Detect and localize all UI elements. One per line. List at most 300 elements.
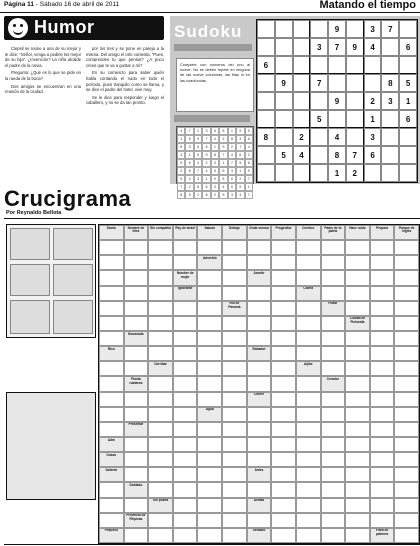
solution-cell: 9 — [211, 175, 219, 183]
crossword-cell — [99, 240, 124, 255]
solution-cell: 6 — [211, 127, 219, 135]
crossword-cell — [99, 513, 124, 528]
crossword-clue: Rico — [99, 346, 124, 361]
crossword-cell — [271, 270, 296, 285]
sudoku-cell — [310, 92, 328, 110]
sudoku-cell — [399, 128, 417, 146]
crossword-clue: Ignorante — [173, 286, 198, 301]
crossword-cell — [99, 422, 124, 437]
crossword-cell — [222, 270, 247, 285]
crossword-cell — [321, 270, 346, 285]
sudoku-cell: 1 — [364, 110, 382, 128]
solution-cell: 2 — [211, 191, 219, 199]
crossword-cell — [222, 240, 247, 255]
crossword-cell — [222, 361, 247, 376]
crossword-cell — [247, 240, 272, 255]
crossword-cell — [124, 528, 149, 543]
crossword-cell — [247, 361, 272, 376]
sudoku-cell — [257, 20, 275, 38]
solution-cell: 6 — [185, 159, 193, 167]
solution-cell: 9 — [236, 183, 244, 191]
crossword-cell — [394, 331, 419, 346]
sudoku-cell: 2 — [346, 164, 364, 182]
crossword-cell — [173, 437, 198, 452]
crossword-cell — [222, 316, 247, 331]
sudoku-grid — [256, 19, 418, 183]
crossword-cell — [148, 482, 173, 497]
crossword-cell — [345, 482, 370, 497]
crossword-cell — [247, 437, 272, 452]
solution-cell: 4 — [194, 159, 202, 167]
crossword-cell — [148, 270, 173, 285]
solution-cell: 5 — [211, 167, 219, 175]
crossword-clue: Agua — [197, 407, 222, 422]
crossword-cell — [124, 301, 149, 316]
crossword-cell — [271, 452, 296, 467]
solution-cell: 9 — [194, 135, 202, 143]
crossword-cell — [394, 422, 419, 437]
page-header — [0, 0, 420, 13]
solution-cell: 2 — [202, 159, 210, 167]
crossword-cell — [321, 422, 346, 437]
solution-cell: 6 — [236, 151, 244, 159]
crossword-cell — [370, 240, 395, 255]
humor-column-1 — [5, 46, 81, 176]
solution-cell: 5 — [194, 151, 202, 159]
crossword-cell — [197, 286, 222, 301]
crossword-clue: Bocanada — [124, 331, 149, 346]
crossword-cell — [124, 286, 149, 301]
crossword-grid — [98, 224, 420, 544]
crossword-cell — [197, 376, 222, 391]
crossword-cell — [197, 513, 222, 528]
crossword-cell — [394, 286, 419, 301]
crossword-cell — [173, 452, 198, 467]
crossword-cell — [394, 316, 419, 331]
crossword-cell — [222, 528, 247, 543]
crossword-cell — [222, 513, 247, 528]
crossword-cell — [173, 361, 198, 376]
sudoku-cell — [364, 164, 382, 182]
crossword-cell — [247, 513, 272, 528]
crossword-cell — [345, 467, 370, 482]
solution-cell: 5 — [202, 143, 210, 151]
crossword-cell — [271, 467, 296, 482]
crossword-cell — [197, 452, 222, 467]
crossword-cell — [173, 498, 198, 513]
crossword-cell — [148, 437, 173, 452]
crossword-cell — [370, 392, 395, 407]
crossword-cell — [394, 376, 419, 391]
crossword-cell — [370, 286, 395, 301]
crossword-cell — [173, 240, 198, 255]
sudoku-cell — [293, 110, 311, 128]
crossword-cell — [222, 482, 247, 497]
sudoku-cell — [346, 92, 364, 110]
crossword-cell — [345, 286, 370, 301]
crossword-cell — [247, 482, 272, 497]
crossword-cell — [247, 255, 272, 270]
solution-cell: 5 — [228, 183, 236, 191]
photo-thumbnail — [10, 228, 50, 260]
crossword-clue: Padre de la patria — [321, 225, 346, 240]
sudoku-cell — [399, 146, 417, 164]
solution-cell: 7 — [245, 191, 253, 199]
solution-cell: 6 — [194, 143, 202, 151]
crossword-clue: Pequeño — [99, 528, 124, 543]
solution-cell: 5 — [177, 175, 185, 183]
solution-cell: 3 — [236, 135, 244, 143]
sudoku-instructions-box — [176, 58, 254, 112]
crossword-cell — [345, 376, 370, 391]
sudoku-cell — [293, 20, 311, 38]
sudoku-cell — [310, 56, 328, 74]
sudoku-cell — [364, 74, 382, 92]
crossword-clue: Colera — [296, 286, 321, 301]
crossword-cell — [222, 376, 247, 391]
solution-cell: 8 — [211, 151, 219, 159]
crossword-cell — [271, 422, 296, 437]
crossword-cell — [370, 482, 395, 497]
crossword-cell — [124, 316, 149, 331]
crossword-cell — [321, 452, 346, 467]
solution-cell: 9 — [245, 167, 253, 175]
crossword-clue: Sentado — [247, 528, 272, 543]
crossword-cell — [296, 392, 321, 407]
crossword-cell — [247, 316, 272, 331]
crossword-cell — [345, 361, 370, 376]
humor-title: Humor — [34, 17, 95, 37]
crossword-clue: Hace ruido — [345, 225, 370, 240]
crossword-cell — [197, 392, 222, 407]
crossword-clue: Asmas — [247, 498, 272, 513]
crossword-clue: Provincia de Filipinas — [124, 513, 149, 528]
divider — [4, 218, 420, 219]
crossword-cell — [222, 422, 247, 437]
solution-cell: 5 — [219, 191, 227, 199]
sudoku-cell: 5 — [275, 146, 293, 164]
solution-cell: 8 — [185, 167, 193, 175]
crossword-clue: Presentar — [124, 422, 149, 437]
crossword-cell — [321, 361, 346, 376]
crossword-cell — [296, 513, 321, 528]
crossword-cell — [148, 286, 173, 301]
crossword-cell — [296, 452, 321, 467]
solution-cell: 1 — [185, 151, 193, 159]
crossword-cell — [296, 240, 321, 255]
crossword-cell — [345, 301, 370, 316]
crossword-cell — [99, 331, 124, 346]
crossword-cell — [370, 422, 395, 437]
crossword-cell — [124, 392, 149, 407]
solution-cell: 6 — [177, 191, 185, 199]
solution-cell: 4 — [219, 183, 227, 191]
humor-paragraph: Se le dice para responder y luego el caballero, y no se da tan pronto. — [86, 94, 164, 106]
crossword-cell — [321, 286, 346, 301]
sudoku-cell: 8 — [257, 128, 275, 146]
solution-cell: 3 — [202, 127, 210, 135]
sudoku-cell — [257, 164, 275, 182]
crossword-cell — [321, 482, 346, 497]
crossword-cell — [222, 498, 247, 513]
crossword-cell — [370, 331, 395, 346]
crossword-cell — [296, 270, 321, 285]
crossword-cell — [99, 301, 124, 316]
sudoku-cell — [328, 110, 346, 128]
crossword-clue: Sin pluma — [148, 498, 173, 513]
crossword-clue: Antes — [247, 467, 272, 482]
crossword-cell — [345, 528, 370, 543]
sudoku-cell — [310, 164, 328, 182]
solution-cell: 9 — [185, 191, 193, 199]
crossword-cell — [296, 331, 321, 346]
sudoku-cell — [381, 56, 399, 74]
humor-paragraph: Clepsil se reúne a una de su mejor y le dice: “Señor, venga a pedirle los mejor de su hija”. ¿Invención? La niña alcalde el padre de la novia. — [5, 46, 81, 68]
crossword-cell — [370, 452, 395, 467]
footer-divider — [4, 544, 420, 545]
sudoku-cell: 2 — [293, 128, 311, 146]
crossword-cell — [124, 498, 149, 513]
crossword-clue: Adverbio — [197, 255, 222, 270]
photo-thumbnail — [10, 300, 50, 334]
crossword-clue: Prepara — [370, 225, 395, 240]
crossword-cell — [148, 467, 173, 482]
crossword-cell — [370, 255, 395, 270]
crossword-cell — [124, 346, 149, 361]
crossword-cell — [197, 270, 222, 285]
solution-cell: 8 — [219, 127, 227, 135]
crossword-cell — [197, 240, 222, 255]
sudoku-cell — [275, 92, 293, 110]
crossword-cell — [394, 528, 419, 543]
photo-thumbnail — [53, 300, 93, 334]
crossword-cell — [345, 498, 370, 513]
crossword-cell — [271, 346, 296, 361]
crossword-cell — [99, 407, 124, 422]
sudoku-cell — [257, 38, 275, 56]
solution-label-bar — [174, 115, 250, 122]
solution-cell: 6 — [245, 135, 253, 143]
sudoku-cell: 3 — [364, 20, 382, 38]
crossword-cell — [271, 301, 296, 316]
crossword-cell — [271, 528, 296, 543]
crossword-cell — [345, 392, 370, 407]
crossword-cell — [148, 240, 173, 255]
solution-cell: 7 — [245, 175, 253, 183]
solution-cell: 6 — [219, 167, 227, 175]
sudoku-instructions: Complete con números del uno al nueve. No se deben repetir en ninguna de las nueve columnas, las filas ni en las cuadrículas. — [180, 62, 250, 83]
sudoku-cell — [310, 146, 328, 164]
crossword-clue: Saludo — [197, 225, 222, 240]
crossword-cell — [247, 286, 272, 301]
crossword-cell — [296, 467, 321, 482]
crossword-cell — [124, 361, 149, 376]
solution-cell: 4 — [185, 175, 193, 183]
crossword-cell — [222, 255, 247, 270]
crossword-cell — [247, 331, 272, 346]
crossword-cell — [124, 467, 149, 482]
solution-cell: 7 — [185, 127, 193, 135]
crossword-cell — [296, 528, 321, 543]
crossword-cell — [173, 513, 198, 528]
crossword-cell — [99, 270, 124, 285]
crossword-cell — [197, 528, 222, 543]
solution-cell: 9 — [219, 143, 227, 151]
crossword-cell — [197, 498, 222, 513]
crossword-cell — [197, 482, 222, 497]
sudoku-cell — [381, 38, 399, 56]
crossword-cell — [99, 361, 124, 376]
crossword-cell — [148, 376, 173, 391]
solution-cell: 1 — [202, 175, 210, 183]
crossword-cell — [271, 498, 296, 513]
crossword-cell — [345, 422, 370, 437]
crossword-cell — [345, 437, 370, 452]
sudoku-cell: 9 — [328, 20, 346, 38]
sudoku-cell: 6 — [399, 38, 417, 56]
crossword-cell — [271, 331, 296, 346]
crossword-cell — [370, 513, 395, 528]
crossword-cell — [222, 331, 247, 346]
humor-paragraph: por los tres y se pone en pareja a la misma. Del amigo el otro contesta: “Pues, comprendes tu que pensar? ¿A poco crees que te va a gustar a mi? — [86, 46, 164, 68]
sudoku-cell — [275, 56, 293, 74]
solution-cell: 5 — [185, 135, 193, 143]
crossword-cell — [99, 316, 124, 331]
crossword-clue: Valiente — [99, 467, 124, 482]
crossword-photo-strip — [6, 224, 96, 338]
sudoku-cell: 5 — [310, 110, 328, 128]
solution-cell: 8 — [245, 159, 253, 167]
crossword-cell — [394, 255, 419, 270]
humor-paragraph: Pregunta: ¿Qué es lo que se pide en la rueda de la boca? — [5, 70, 81, 81]
sudoku-cell — [381, 164, 399, 182]
sudoku-cell: 3 — [381, 92, 399, 110]
sudoku-solution-grid — [176, 126, 254, 197]
crossword-cell — [296, 498, 321, 513]
solution-cell: 1 — [236, 167, 244, 175]
crossword-cell — [394, 270, 419, 285]
crossword-cell — [345, 513, 370, 528]
crossword-cell — [124, 240, 149, 255]
crossword-cell — [148, 407, 173, 422]
crossword-cell — [148, 346, 173, 361]
sudoku-cell — [275, 20, 293, 38]
sudoku-cell — [275, 128, 293, 146]
crossword-clue: Progenitor — [271, 225, 296, 240]
solution-cell: 7 — [194, 167, 202, 175]
crossword-cell — [345, 255, 370, 270]
sudoku-cell — [293, 92, 311, 110]
crossword-cell — [394, 361, 419, 376]
crossword-clue: Creador — [321, 376, 346, 391]
crossword-cell — [222, 452, 247, 467]
solution-cell: 4 — [202, 167, 210, 175]
crossword-cell — [99, 376, 124, 391]
solution-cell: 2 — [194, 127, 202, 135]
sudoku-cell — [328, 56, 346, 74]
section-title: Matando el tiempo — [319, 0, 416, 11]
crossword-cell — [271, 482, 296, 497]
crossword-clue: Onda sonora — [247, 225, 272, 240]
crossword-cell — [99, 255, 124, 270]
crossword-cell — [148, 316, 173, 331]
crossword-cell — [124, 270, 149, 285]
sudoku-cell: 7 — [310, 74, 328, 92]
solution-cell: 8 — [228, 135, 236, 143]
crossword-cell — [99, 286, 124, 301]
sudoku-cell — [399, 164, 417, 182]
crossword-cell — [247, 452, 272, 467]
crossword-cell — [173, 255, 198, 270]
crossword-cell — [321, 392, 346, 407]
sudoku-cell: 2 — [364, 92, 382, 110]
sudoku-cell: 4 — [364, 38, 382, 56]
humor-banner — [4, 16, 164, 40]
crossword-cell — [321, 255, 346, 270]
sudoku-cell — [364, 56, 382, 74]
crossword-cell — [394, 467, 419, 482]
sudoku-cell: 9 — [346, 38, 364, 56]
solution-cell: 3 — [177, 151, 185, 159]
crossword-cell — [296, 316, 321, 331]
crossword-cell — [321, 316, 346, 331]
sudoku-cell — [257, 146, 275, 164]
crossword-clue: Río de Panamá — [222, 301, 247, 316]
crossword-clue: Nombre de mujer — [173, 270, 198, 285]
solution-cell: 3 — [185, 143, 193, 151]
solution-cell: 8 — [202, 191, 210, 199]
crossword-cell — [296, 255, 321, 270]
crossword-cell — [173, 467, 198, 482]
crossword-cell — [197, 331, 222, 346]
sudoku-panel — [170, 16, 420, 197]
crossword-clue: Robador — [247, 346, 272, 361]
sudoku-cell — [257, 92, 275, 110]
crossword-cell — [271, 437, 296, 452]
solution-cell: 4 — [211, 135, 219, 143]
solution-cell: 3 — [211, 183, 219, 191]
sudoku-subtitle-bar — [174, 44, 252, 51]
crossword-cell — [197, 467, 222, 482]
crossword-cell — [394, 452, 419, 467]
crossword-cell — [296, 437, 321, 452]
sudoku-cell: 4 — [293, 146, 311, 164]
crossword-cell — [124, 452, 149, 467]
sudoku-cell — [399, 20, 417, 38]
crossword-cell — [99, 482, 124, 497]
crossword-cell — [345, 331, 370, 346]
crossword-cell — [321, 407, 346, 422]
solution-cell: 7 — [177, 183, 185, 191]
solution-cell: 2 — [185, 183, 193, 191]
crossword-cell — [321, 528, 346, 543]
crowd-photo — [6, 392, 96, 500]
sudoku-cell — [346, 110, 364, 128]
sudoku-cell — [293, 38, 311, 56]
sudoku-cell: 7 — [381, 20, 399, 38]
solution-cell: 8 — [219, 175, 227, 183]
crossword-clue: Fibra de palmera — [370, 528, 395, 543]
solution-cell: 7 — [228, 159, 236, 167]
crossword-cell — [124, 255, 149, 270]
solution-cell: 3 — [228, 191, 236, 199]
crossword-cell — [394, 407, 419, 422]
crossword-clue: Comer — [247, 392, 272, 407]
sudoku-cell: 1 — [399, 92, 417, 110]
solution-cell: 5 — [236, 159, 244, 167]
crossword-cell — [197, 422, 222, 437]
sudoku-cell: 1 — [328, 164, 346, 182]
